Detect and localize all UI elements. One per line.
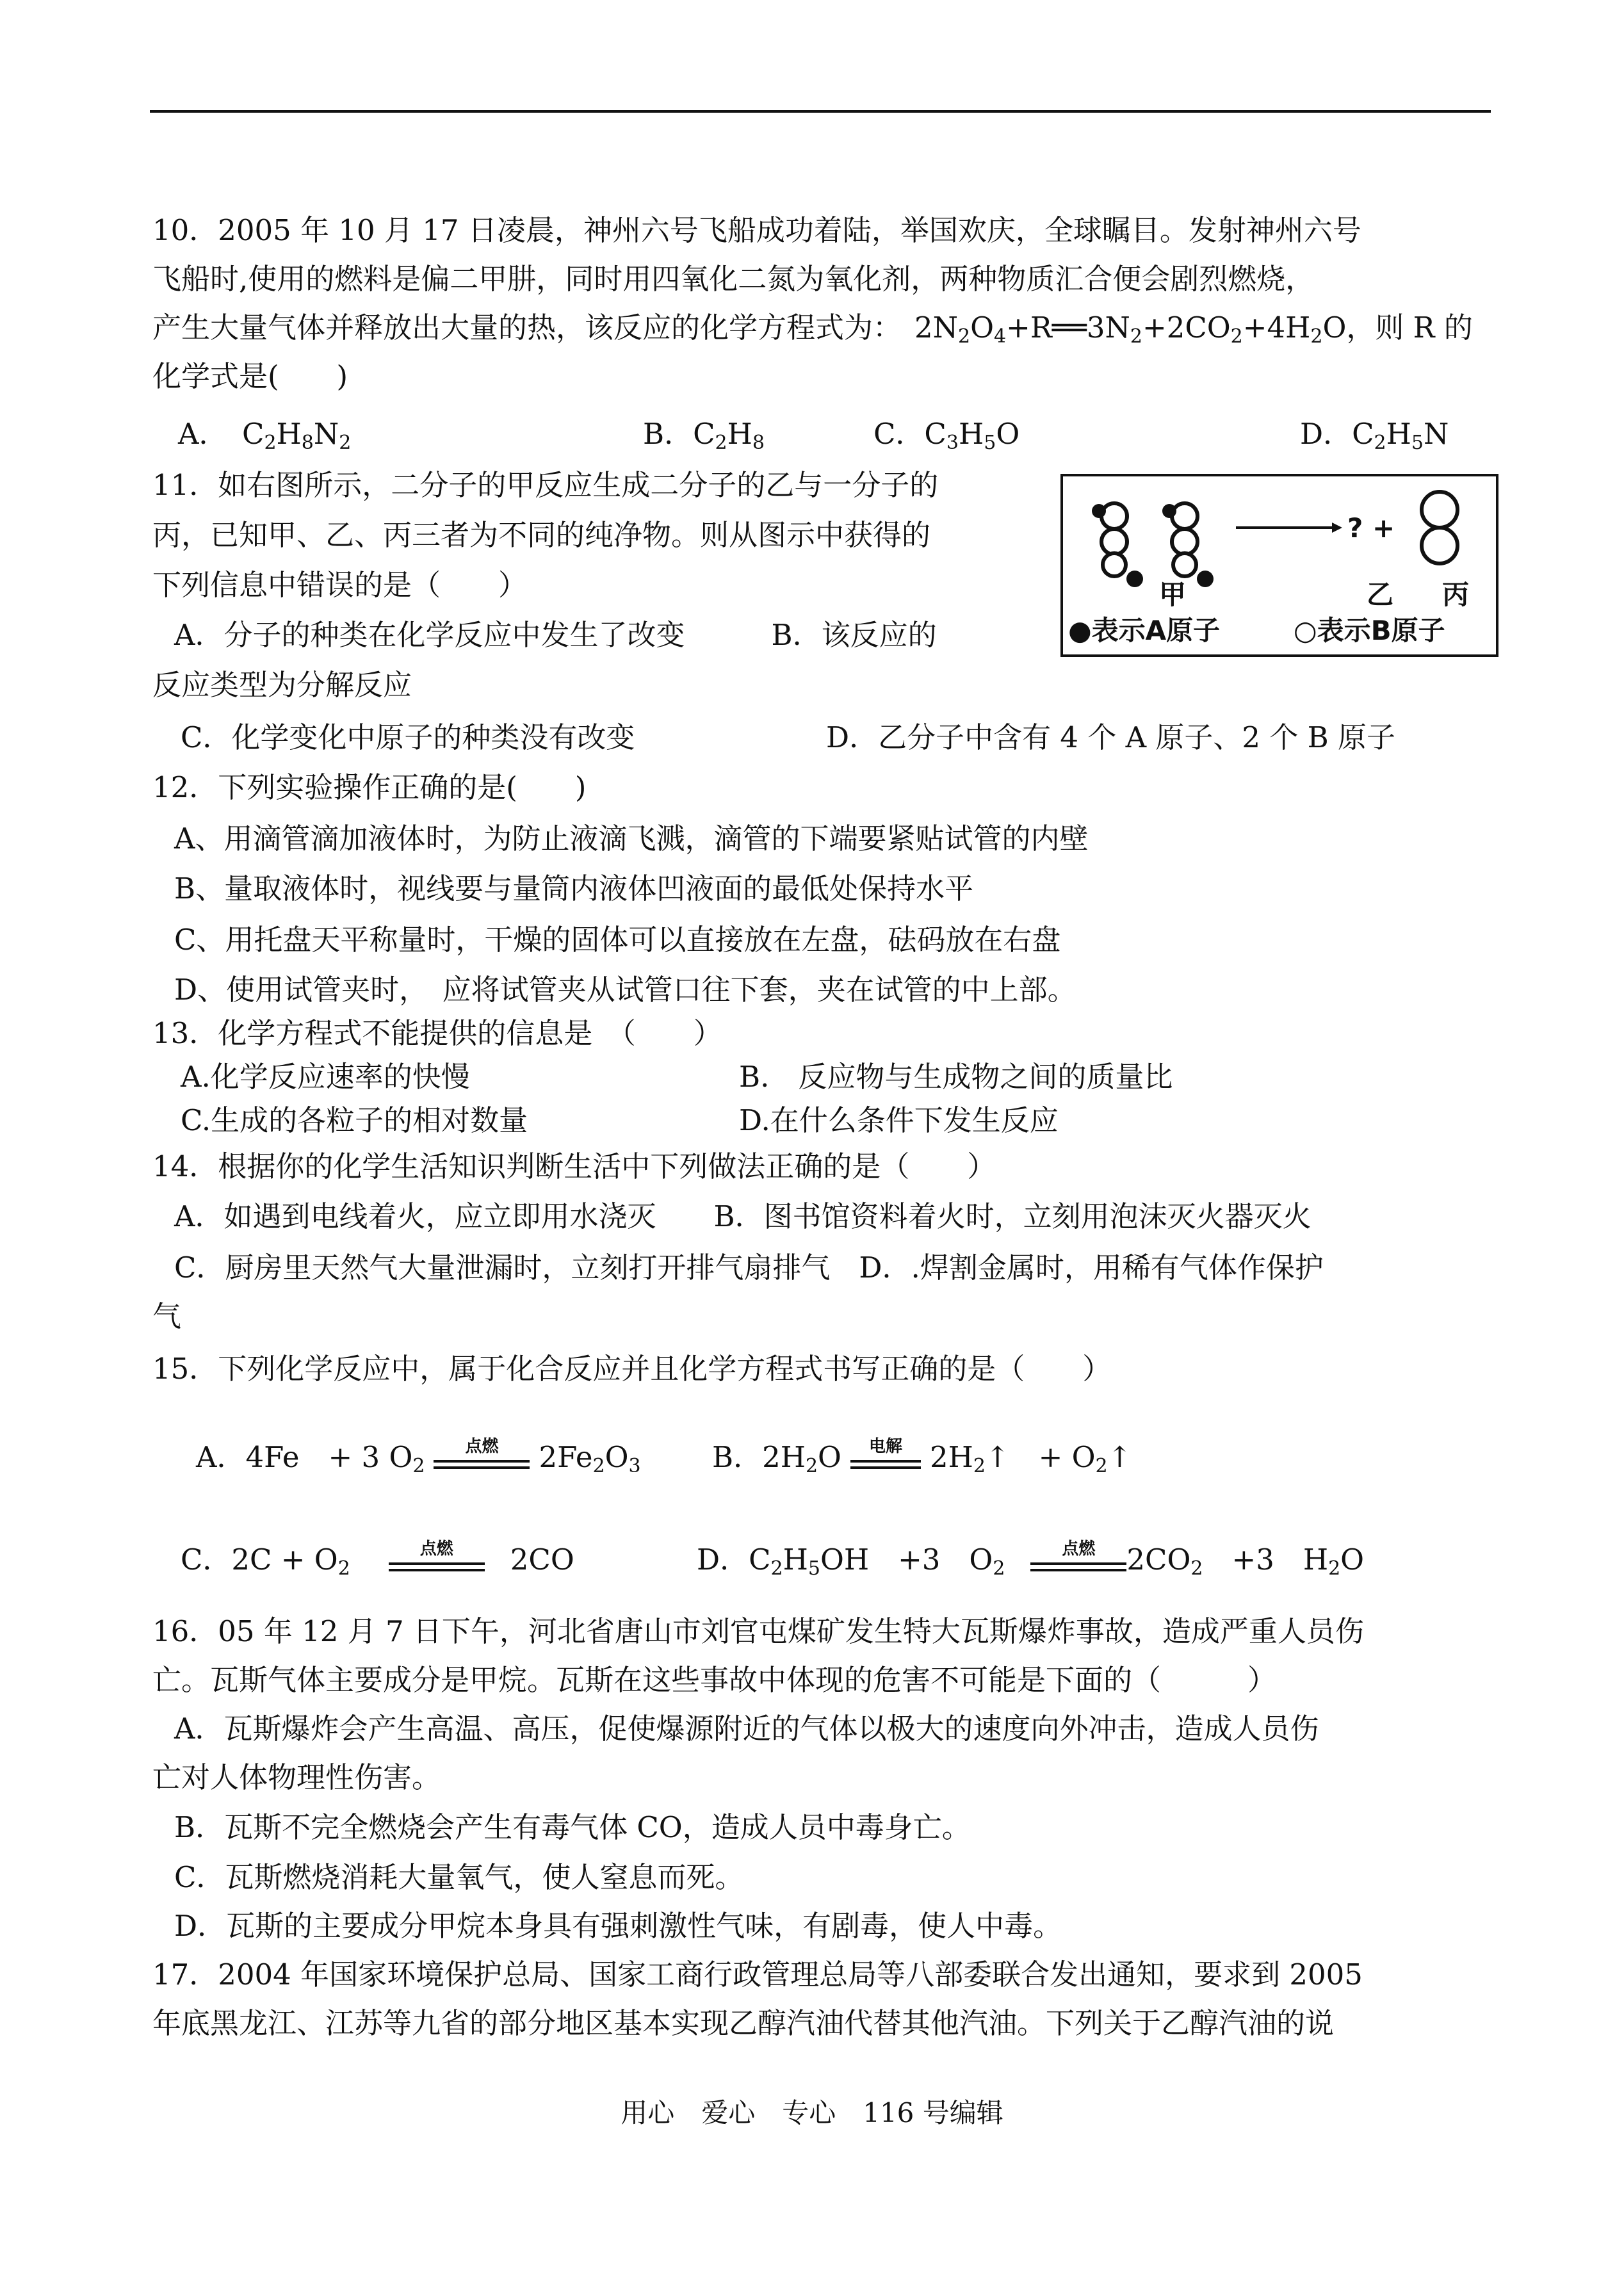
q15-c-reactants: C．$2C + O_2$ xyxy=(181,1543,350,1580)
figure-label-yi: 乙 xyxy=(1367,579,1394,610)
q16-option-a-line1: A．瓦斯爆炸会产生高温、高压，促使爆源附近的气体以极大的速度向外冲击，造成人员伤 xyxy=(174,1712,1319,1746)
atom-a xyxy=(1197,571,1214,587)
q16-line2: 亡。瓦斯气体主要成分是甲烷。瓦斯在这些事故中体现的危害不可能是下面的（ ） xyxy=(152,1663,1277,1697)
q15-d-products: $2CO_2$ +3 $H_2O$ xyxy=(1126,1543,1365,1580)
molecule-figure xyxy=(1060,474,1498,657)
q15-a-arrow xyxy=(434,1436,530,1473)
q13-option-b: B. 反应物与生成物之间的质量比 xyxy=(739,1060,1173,1094)
q15-b-arrow xyxy=(850,1436,921,1473)
q15-option-a xyxy=(196,1438,641,1477)
q12-option-b: B、量取液体时，视线要与量筒内液体凹液面的最低处保持水平 xyxy=(174,872,974,905)
header-rule xyxy=(150,110,1491,113)
q10-line4: 化学式是( ) xyxy=(152,359,348,393)
figure-label-jia: 甲 xyxy=(1159,579,1187,610)
q15-a-condition: 点燃 xyxy=(465,1436,499,1456)
atom-b xyxy=(1103,553,1126,576)
q13-stem: 13．化学方程式不能提供的信息是 （ ） xyxy=(152,1016,722,1050)
q12-option-a: A、用滴管滴加液体时，为防止液滴飞溅，滴管的下端要紧贴试管的内壁 xyxy=(174,822,1089,856)
q11-line4: A．分子的种类在化学反应中发生了改变 B．该反应的 xyxy=(174,618,937,652)
q10-option-c: C．$C_3H_5O$ xyxy=(873,417,1020,454)
q11-option-c: C．化学变化中原子的种类没有改变 xyxy=(181,720,635,754)
q13-option-d: D.在什么条件下发生反应 xyxy=(739,1103,1059,1137)
q15-b-products: $2H_2↑$ + $O_2↑$ xyxy=(929,1440,1132,1477)
q11-line3: 下列信息中错误的是（ ） xyxy=(152,568,528,602)
q13-option-a: A.化学反应速率的快慢 xyxy=(181,1060,470,1094)
q15-c-arrow xyxy=(389,1539,485,1575)
q17-line1: 17．2004 年国家环境保护总局、国家工商行政管理总局等八部委联合发出通知，要求到 2005 xyxy=(152,1958,1363,1991)
q10-line3-suffix: ，则 R 的 xyxy=(1346,311,1473,345)
q12-stem: 12．下列实验操作正确的是( ) xyxy=(152,770,587,804)
q10-line2: 飞船时,使用的燃料是偏二甲肼，同时用四氧化二氮为氧化剂，两种物质汇合便会剧烈燃烧， xyxy=(152,262,1315,296)
q15-d-reactants: D．$C_2H_5OH$ +3 $O_2$ xyxy=(697,1543,1005,1580)
q15-d-arrow xyxy=(1030,1539,1126,1575)
atom-b xyxy=(1101,529,1127,555)
q10-line1: 10．2005 年 10 月 17 日凌晨，神州六号飞船成功着陆，举国欢庆，全球瞩目。发射神州六号 xyxy=(152,213,1361,247)
q15-b-condition: 电解 xyxy=(868,1436,902,1456)
atom-b xyxy=(1172,503,1198,529)
atom-a xyxy=(1162,504,1176,518)
q16-option-a-line2: 亡对人体物理性伤害。 xyxy=(152,1760,441,1794)
q16-option-b: B．瓦斯不完全燃烧会产生有毒气体 CO，造成人员中毒身亡。 xyxy=(174,1810,971,1844)
q10-option-b: B．$C_2H_8$ xyxy=(643,417,765,454)
q12-option-c: C、用托盘天平称量时，干燥的固体可以直接放在左盘，砝码放在右盘 xyxy=(174,923,1061,957)
q10-line3 xyxy=(152,309,1473,347)
figure-legend-a: ●表示A原子 xyxy=(1068,615,1221,646)
q15-b-reactants: B．$2H_2O$ xyxy=(712,1440,841,1477)
q11-line1: 11．如右图所示，二分子的甲反应生成二分子的乙与一分子的 xyxy=(152,468,939,502)
figure-label-bing: 丙 xyxy=(1442,579,1470,610)
q15-option-c xyxy=(181,1541,574,1579)
figure-legend-b: ○表示B原子 xyxy=(1294,615,1445,646)
q15-option-b xyxy=(712,1438,1132,1477)
q12-option-d: D、使用试管夹时， 应将试管夹从试管口往下套，夹在试管的中上部。 xyxy=(174,973,1076,1007)
q15-a-products: $2Fe_2O_3$ xyxy=(539,1440,641,1477)
arrow-head-icon xyxy=(1332,523,1342,533)
q11-line5: 反应类型为分解反应 xyxy=(152,668,412,702)
q15-stem: 15．下列化学反应中，属于化合反应并且化学方程式书写正确的是（ ） xyxy=(152,1352,1112,1386)
atom-b xyxy=(1101,503,1127,529)
q16-option-c: C．瓦斯燃烧消耗大量氧气，使人窒息而死。 xyxy=(174,1860,744,1894)
q14-options-cd-cont: 气 xyxy=(152,1299,182,1333)
q15-c-products: 2CO xyxy=(510,1543,574,1577)
q15-d-condition: 点燃 xyxy=(1062,1539,1096,1559)
atom-a xyxy=(1126,571,1143,587)
q15-a-reactants: A．4Fe + 3 $O_2$ xyxy=(196,1440,425,1477)
atom-a xyxy=(1092,504,1106,518)
atom-b xyxy=(1422,492,1458,528)
q14-stem: 14．根据你的化学生活知识判断生活中下列做法正确的是（ ） xyxy=(152,1149,996,1183)
atom-b xyxy=(1172,529,1198,555)
q17-line2: 年底黑龙江、江苏等九省的部分地区基本实现乙醇汽油代替其他汽油。下列关于乙醇汽油的说 xyxy=(152,2006,1335,2040)
page-footer: 用心 爱心 专心 116 号编辑 xyxy=(621,2097,1003,2129)
q16-line1: 16．05 年 12 月 7 日下午，河北省唐山市刘官屯煤矿发生特大瓦斯爆炸事故，造成严重人员伤 xyxy=(152,1614,1364,1648)
figure-product-text: ? + xyxy=(1347,512,1395,544)
q10-option-a: A． $C_2H_8N_2$ xyxy=(178,417,352,454)
q15-c-condition: 点燃 xyxy=(419,1539,453,1559)
q10-option-d: D．$C_2H_5N$ xyxy=(1300,417,1449,454)
q11-option-d: D．乙分子中含有 4 个 A 原子、2 个 B 原子 xyxy=(826,720,1396,754)
q14-options-ab: A．如遇到电线着火，应立即用水浇灭 B．图书馆资料着火时，立刻用泡沫灭火器灭火 xyxy=(174,1199,1311,1233)
q11-line2: 丙，已知甲、乙、丙三者为不同的纯净物。则从图示中获得的 xyxy=(152,518,931,552)
q15-option-d xyxy=(697,1541,1364,1579)
q14-options-cd: C．厨房里天然气大量泄漏时，立刻打开排气扇排气 D．.焊割金属时，用稀有气体作保护 xyxy=(174,1251,1324,1285)
q10-equation: $2N_2O_4+R══3N_2+2CO_2+4H_2O$ xyxy=(914,311,1347,348)
q10-line3-prefix: 产生大量气体并释放出大量的热，该反应的化学方程式为： xyxy=(152,311,902,345)
q13-option-c: C.生成的各粒子的相对数量 xyxy=(181,1103,528,1137)
q16-option-d: D．瓦斯的主要成分甲烷本身具有强刺激性气味，有剧毒，使人中毒。 xyxy=(174,1909,1062,1943)
atom-b xyxy=(1422,528,1458,564)
atom-b xyxy=(1173,553,1196,576)
